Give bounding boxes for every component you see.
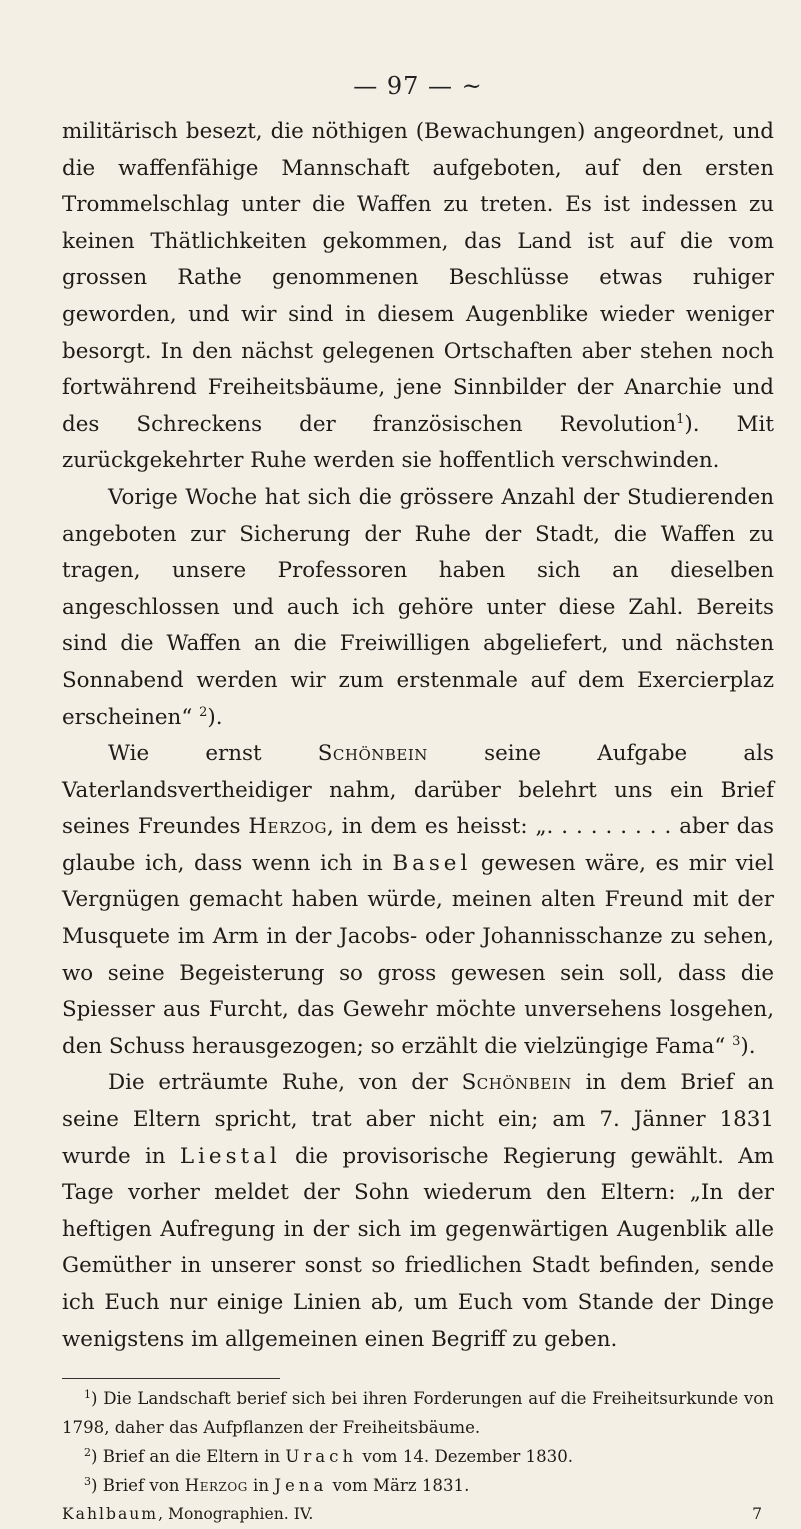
imprint-series [62, 1500, 313, 1529]
printer-imprint [62, 1500, 774, 1529]
imprint-signature: 7 [752, 1505, 762, 1523]
paragraph-1 [62, 114, 774, 480]
text-run: ) Brief an die Eltern in [91, 1447, 286, 1466]
footnote-mark: 3 [84, 1475, 91, 1488]
text-run: Urach [285, 1447, 358, 1466]
footnote-divider [62, 1378, 280, 1379]
text-run: Wie ernst [108, 741, 318, 767]
text-run: ). [207, 704, 223, 730]
footnote-3 [62, 1471, 774, 1500]
text-run: Basel [392, 850, 472, 876]
footnote-text [91, 1447, 573, 1466]
paragraph-2 [62, 480, 774, 736]
footnote-reference: 3 [732, 1033, 741, 1049]
footnote-text [62, 1389, 774, 1437]
text-run: in [247, 1476, 275, 1495]
text-run: Schönbein [317, 741, 428, 767]
text-run: Herzog [248, 814, 328, 840]
text-run: Herzog [184, 1476, 248, 1495]
imprint-author: Kahlbaum [62, 1505, 159, 1523]
text-run: ) Die Landschaft berief sich bei ihren Forderungen auf die Freiheitsurkunde von 1798, daher das Aufpflanzen der Freiheitsbäume. [62, 1389, 774, 1437]
footnotes [62, 1384, 774, 1529]
footnote-text [91, 1476, 469, 1495]
text-run: ). Mit zurückgekehrter Ruhe werden sie hoffentlich verschwinden. [62, 411, 774, 474]
footnote-reference: 1 [676, 411, 685, 427]
text-run: seine Aufgabe als Vaterlandsvertheidiger nahm, darüber belehrt uns ein Brief seines Freundes [62, 741, 774, 840]
imprint-title: , Monographien. IV. [158, 1505, 314, 1523]
text-run: vom 14. Dezember 1830. [357, 1447, 574, 1466]
text-run: ). [740, 1033, 756, 1059]
book-page [62, 0, 775, 1523]
footnote-mark: 1 [84, 1388, 91, 1401]
footnote-reference: 2 [199, 704, 208, 720]
footnote-1 [62, 1384, 774, 1442]
text-run: Liestal [179, 1143, 281, 1169]
text-run: militärisch besezt, die nöthigen (Bewachungen) angeordnet, und die waffenfähige Mannschaft aufgeboten, auf den ersten Trommelschlag unter die Waffen zu treten. Es ist indessen zu keinen Thätlichkeiten gekommen, das Land ist auf die vom grossen Rathe genommenen Beschlüsse etwas ruhiger geworden, und wir sind in diesem Augenblike wieder weniger besorgt. In den nächst gelegenen Ortschaften aber stehen noch fortwährend Freiheitsbäume, jene Sinnbilder der Anarchie und des Schreckens der französischen Revolution [62, 119, 774, 437]
text-run: die provisorische Regierung gewählt. Am Tage vorher meldet der Sohn wiederum den Eltern: „In der heftigen Aufregung in der sich im gegenwärtigen Augenblik alle Gemüther in unserer sonst so friedlichen Stadt befinden, sende ich Euch nur einige Linien ab, um Euch vom Stande der Dinge wenigstens im allgemeinen einen Begriff zu geben. [62, 1143, 774, 1352]
text-run: Schönbein [461, 1070, 572, 1096]
page-number: — 97 — ~ [353, 72, 483, 100]
text-run: Die erträumte Ruhe, von der [108, 1070, 462, 1096]
footnote-mark: 2 [84, 1446, 91, 1459]
text-run: gewesen wäre, es mir viel Vergnügen gemacht haben würde, meinen alten Freund mit der Musquete im Arm in der Jacobs- oder Johannisschanze zu sehen, wo seine Begeisterung so gross gewesen sein soll, dass die Spiesser aus Furcht, das Gewehr möchte unversehens losgehen, den Schuss herausgezogen; so erzählt die vielzüngige Fama“ [62, 850, 775, 1059]
text-run: Vorige Woche hat sich die grössere Anzahl der Studierenden angeboten zur Sicherung der Ruhe der Stadt, die Waffen zu tragen, unsere Professoren haben sich an dieselben angeschlossen und auch ich gehöre unter diese Zahl. Bereits sind die Waffen an die Freiwilligen abgeliefert, und nächsten Sonnabend werden wir zum erstenmale auf dem Exercierplaz erscheinen“ [62, 484, 774, 730]
paragraph-4 [62, 1065, 774, 1358]
footnote-2 [62, 1442, 774, 1471]
text-run: Jena [274, 1476, 328, 1495]
text-run: , in dem es heisst: „. . . . . . . . . aber das glaube ich, dass wenn ich in [62, 814, 774, 876]
text-run: ) Brief von [91, 1476, 185, 1495]
paragraph-3 [62, 736, 774, 1065]
text-run: vom März 1831. [327, 1476, 470, 1495]
main-text [62, 114, 774, 1358]
text-run: in dem Brief an seine Eltern spricht, trat aber nicht ein; am 7. Jänner 1831 wurde in [62, 1070, 775, 1169]
